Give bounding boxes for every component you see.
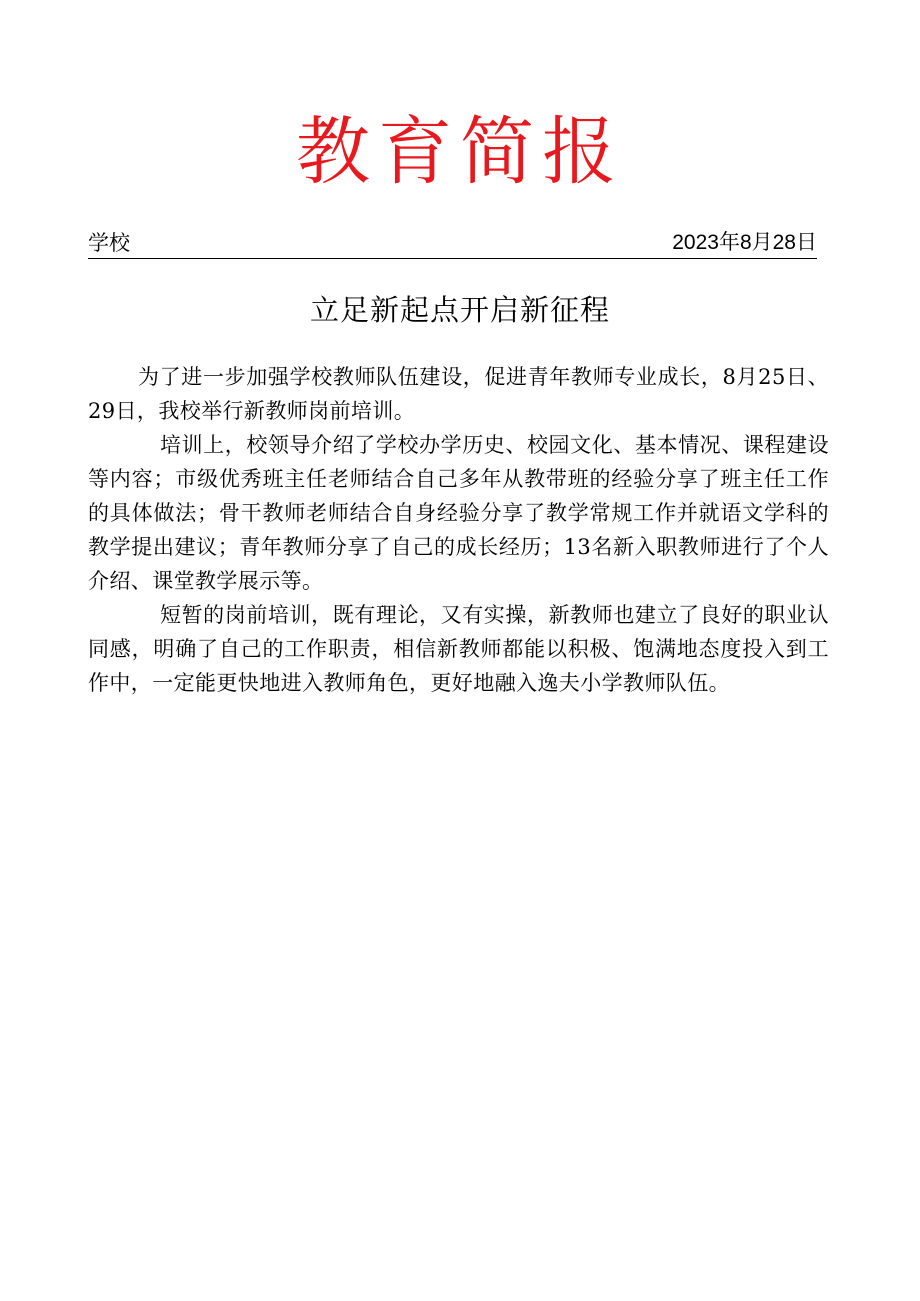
issue-date: 2023年8月28日 bbox=[672, 231, 817, 254]
header-meta-line bbox=[88, 228, 817, 259]
article-paragraph: 短暂的岗前培训，既有理论，又有实操，新教师也建立了良好的职业认同感，明确了自己的工作职责，相信新教师都能以积极、饱满地态度投入到工作中，一定能更快地进入教师角色，更好地融入逸夫小学教师队伍。 bbox=[88, 603, 829, 695]
article-title: 立足新起点开启新征程 bbox=[309, 293, 610, 327]
school-label: 学校 bbox=[88, 231, 130, 255]
article-paragraph: 培训上，校领导介绍了学校办学历史、校园文化、基本情况、课程建设等内容；市级优秀班主任老师结合自己多年从教带班的经验分享了班主任工作的具体做法；骨干教师老师结合自身经验分享了教学常规工作并就语文学科的教学提出建议；青年教师分享了自己的成长经历；13名新入职教师进行了个人介绍、课堂教学展示等。 bbox=[88, 433, 829, 593]
newsletter-masthead-title: 教育简报 bbox=[296, 109, 624, 195]
article-body bbox=[88, 360, 829, 700]
article-paragraph: 为了进一步加强学校教师队伍建设，促进青年教师专业成长，8月25日、29日，我校举行新教师岗前培训。 bbox=[88, 365, 829, 423]
